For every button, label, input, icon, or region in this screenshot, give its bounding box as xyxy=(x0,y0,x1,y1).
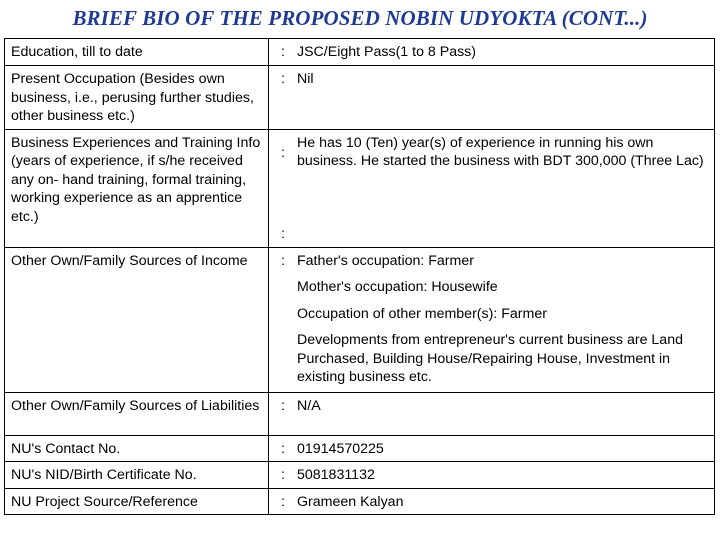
table-row xyxy=(5,435,715,462)
row-label-reference: NU Project Source/Reference xyxy=(5,488,269,515)
bio-table xyxy=(4,38,715,515)
separator-colon: : xyxy=(281,226,285,242)
separator-colon: : xyxy=(281,493,285,510)
income-father: Father's occupation: Farmer xyxy=(297,252,474,269)
row-label-liabilities: Other Own/Family Sources of Liabilities xyxy=(5,392,269,435)
table-row xyxy=(5,129,715,247)
separator-colon: : xyxy=(281,71,285,87)
row-label-nid: NU's NID/Birth Certificate No. xyxy=(5,462,269,489)
row-value-experience: He has 10 (Ten) year(s) of experience in running his own business. He started the business with BDT 300,000 (Three Lac) xyxy=(297,134,704,169)
separator-colon: : xyxy=(281,467,285,483)
table-row xyxy=(5,247,715,392)
row-value-liabilities: N/A xyxy=(297,397,321,414)
table-row xyxy=(5,462,715,489)
table-row xyxy=(5,39,715,66)
row-label-income: Other Own/Family Sources of Income xyxy=(5,247,269,392)
separator-colon: : xyxy=(281,252,285,269)
separator-colon: : xyxy=(281,397,285,414)
income-mother: Mother's occupation: Housewife xyxy=(297,279,498,295)
row-value-occupation: Nil xyxy=(297,71,314,87)
separator-colon: : xyxy=(281,44,285,60)
table-row xyxy=(5,488,715,515)
row-label-experience: Business Experiences and Training Info (years of experience, if s/he received any on- hand training, formal training, working experience as an apprentice etc.) xyxy=(5,129,269,247)
page-title: BRIEF BIO OF THE PROPOSED NOBIN UDYOKTA (CONT...) xyxy=(72,6,648,30)
separator-colon: : xyxy=(281,144,285,161)
row-value-education: JSC/Eight Pass(1 to 8 Pass) xyxy=(297,44,476,60)
row-label-education: Education, till to date xyxy=(5,39,269,66)
row-value-reference: Grameen Kalyan xyxy=(297,493,404,510)
table-row xyxy=(5,66,715,130)
row-value-nid: 5081831132 xyxy=(297,467,375,483)
table-row xyxy=(5,392,715,435)
separator-colon: : xyxy=(281,440,285,457)
row-value-contact: 01914570225 xyxy=(297,440,384,457)
income-developments: Developments from entrepreneur's current business are Land Purchased, Building House/Repairing House, Investment in existing business etc. xyxy=(297,332,683,385)
row-label-occupation: Present Occupation (Besides own business, i.e., perusing further studies, other business etc.) xyxy=(5,66,269,130)
income-other-members: Occupation of other member(s): Farmer xyxy=(297,305,547,322)
row-label-contact: NU's Contact No. xyxy=(5,435,269,462)
